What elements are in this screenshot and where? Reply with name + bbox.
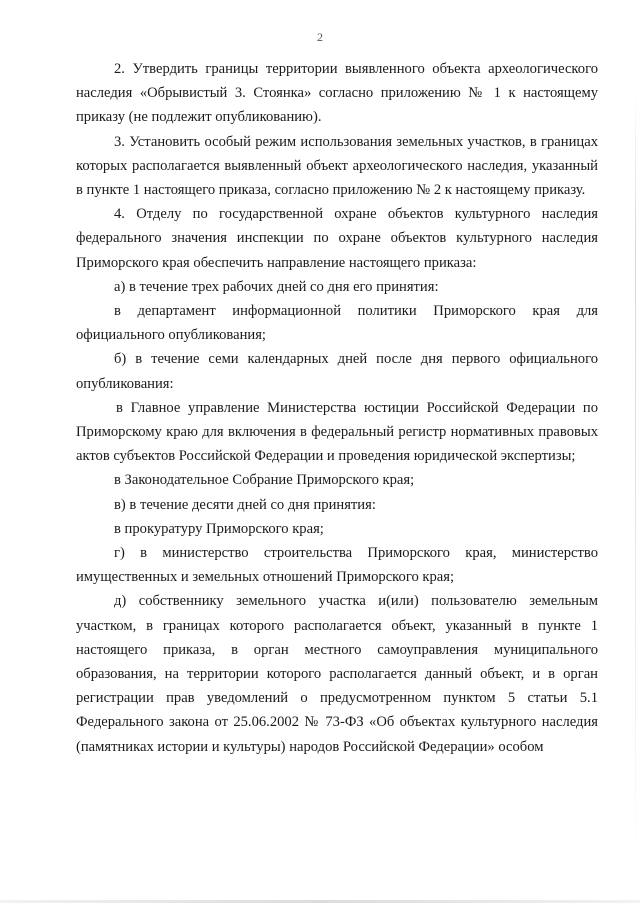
paragraph-subitem-g: г) в министерство строительства Приморского края, министерство имущественных и земельных отношений Приморского края; — [76, 545, 598, 586]
paragraph-subitem-d: д) собственнику земельного участка и(или) пользователю земельным участком, в границах которого располагается объект, указанный в пункте 1 настоящего приказа, в орган местного самоуправления муниципального образования, на территории которого располагается данный объект, и в орган регистрации прав уведомлений о предусмотренном пунктом 5 статьи 5.1 Федерального закона от 25.06.2002 № 73-ФЗ «Об объектах культурного наследия (памятниках истории и культуры) народов Российской Федерации» особом — [76, 593, 598, 755]
paragraph-subitem-b: б) в течение семи календарных дней после дня первого официального опубликования: — [76, 351, 598, 392]
paragraph-recipient-justice: в Главное управление Министерства юстиции Российской Федерации по Приморскому краю для включения в федеральный регистр нормативных правовых актов субъектов Российской Федерации и проведения юридической экспертизы; — [76, 399, 598, 465]
scan-bottom-edge — [0, 900, 640, 903]
paragraph-subitem-a: а) в течение трех рабочих дней со дня его принятия: — [114, 278, 439, 295]
paragraph-subitem-v: в) в течение десяти дней со дня принятия: — [114, 496, 376, 513]
paragraph-item-3: 3. Установить особый режим использования земельных участков, в границах которых располагается выявленный объект археологического наследия, указанный в пункте 1 настоящего приказа, согласно приложению № 2 к настоящему приказу. — [76, 133, 598, 199]
paragraph-recipient-info-dept: в департамент информационной политики Приморского края для официального опубликования; — [76, 303, 598, 344]
paragraph-recipient-prosecutor: в прокуратуру Приморского края; — [114, 520, 324, 537]
document-body — [76, 57, 598, 759]
paragraph-item-4: 4. Отделу по государственной охране объектов культурного наследия федерального значения инспекции по охране объектов культурного наследия Приморского края обеспечить направление настоящего приказа: — [76, 206, 598, 271]
paragraph-recipient-assembly: в Законодательное Собрание Приморского края; — [114, 472, 415, 489]
scan-edge-line — [635, 90, 636, 870]
page-number: 2 — [317, 30, 323, 44]
paragraph-item-2: 2. Утвердить границы территории выявленного объекта археологического наследия «Обрывистый 3. Стоянка» согласно приложению № 1 к настоящему приказу (не подлежит опубликованию). — [76, 61, 598, 126]
scan-artifact — [480, 0, 540, 8]
